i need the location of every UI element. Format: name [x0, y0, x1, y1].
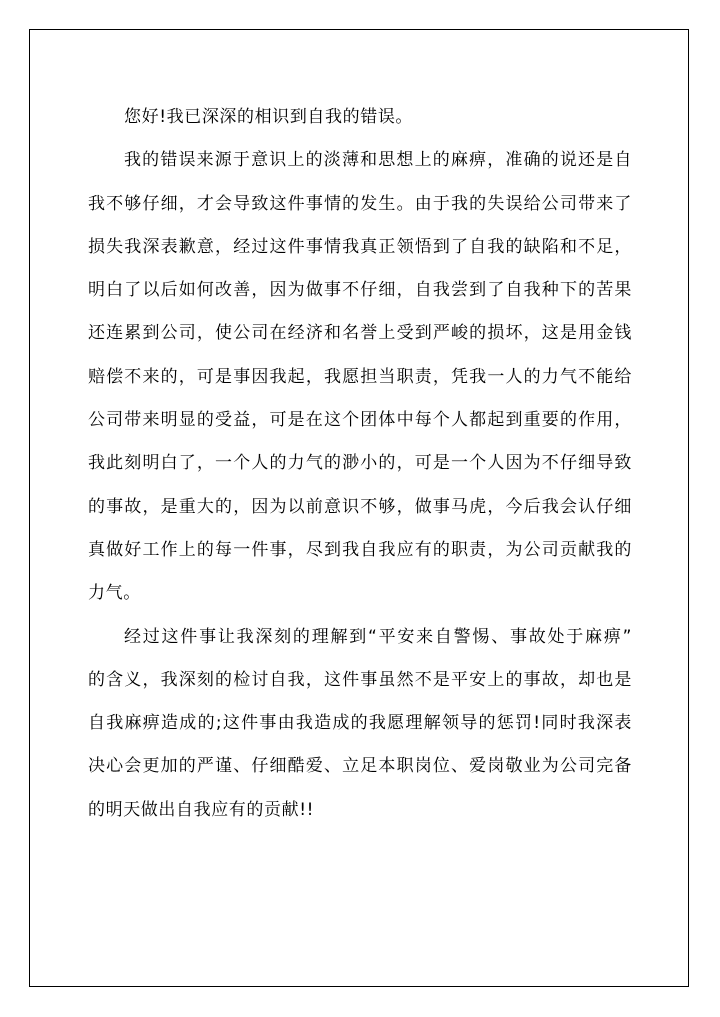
text-line: 公司带来明显的受益，可是在这个团体中每个人都起到重要的作用，: [88, 410, 632, 431]
text-line: 我不够仔细，才会导致这件事情的发生。由于我的失误给公司带来了: [88, 193, 632, 214]
text-line: 决心会更加的严谨、仔细酷爱、立足本职岗位、爱岗敬业为公司完备: [88, 756, 632, 777]
letter-body: [88, 96, 632, 832]
text-line: 明白了以后如何改善，因为做事不仔细，自我尝到了自我种下的苦果: [88, 280, 632, 301]
text-line: 经过这件事让我深刻的理解到“平安来自警惕、事故处于麻痹”: [124, 626, 632, 647]
text-line: 力气。: [88, 583, 141, 604]
text-line: 还连累到公司，使公司在经济和名誉上受到严峻的损坏，这是用金钱: [88, 323, 632, 344]
text-line: 的含义，我深刻的检讨自我，这件事虽然不是平安上的事故，却也是: [88, 669, 632, 690]
text-line: 赔偿不来的，可是事因我起，我愿担当职责，凭我一人的力气不能给: [88, 366, 632, 387]
text-line: 损失我深表歉意，经过这件事情我真正领悟到了自我的缺陷和不足，: [88, 236, 632, 257]
text-line: 我此刻明白了，一个人的力气的渺小的，可是一个人因为不仔细导致: [88, 453, 632, 474]
text-line-closing: 的明天做出自我应有的贡献!!: [88, 799, 315, 820]
text-line: 我的错误来源于意识上的淡薄和思想上的麻痹，准确的说还是自: [124, 150, 632, 171]
text-line-greeting: 您好!我已深深的相识到自我的错误。: [124, 107, 414, 127]
text-line: 真做好工作上的每一件事，尽到我自我应有的职责，为公司贡献我的: [88, 539, 632, 560]
text-line: 自我麻痹造成的;这件事由我造成的我愿理解领导的惩罚!同时我深表: [88, 713, 632, 734]
text-line: 的事故，是重大的，因为以前意识不够，做事马虎，今后我会认仔细: [88, 496, 632, 517]
